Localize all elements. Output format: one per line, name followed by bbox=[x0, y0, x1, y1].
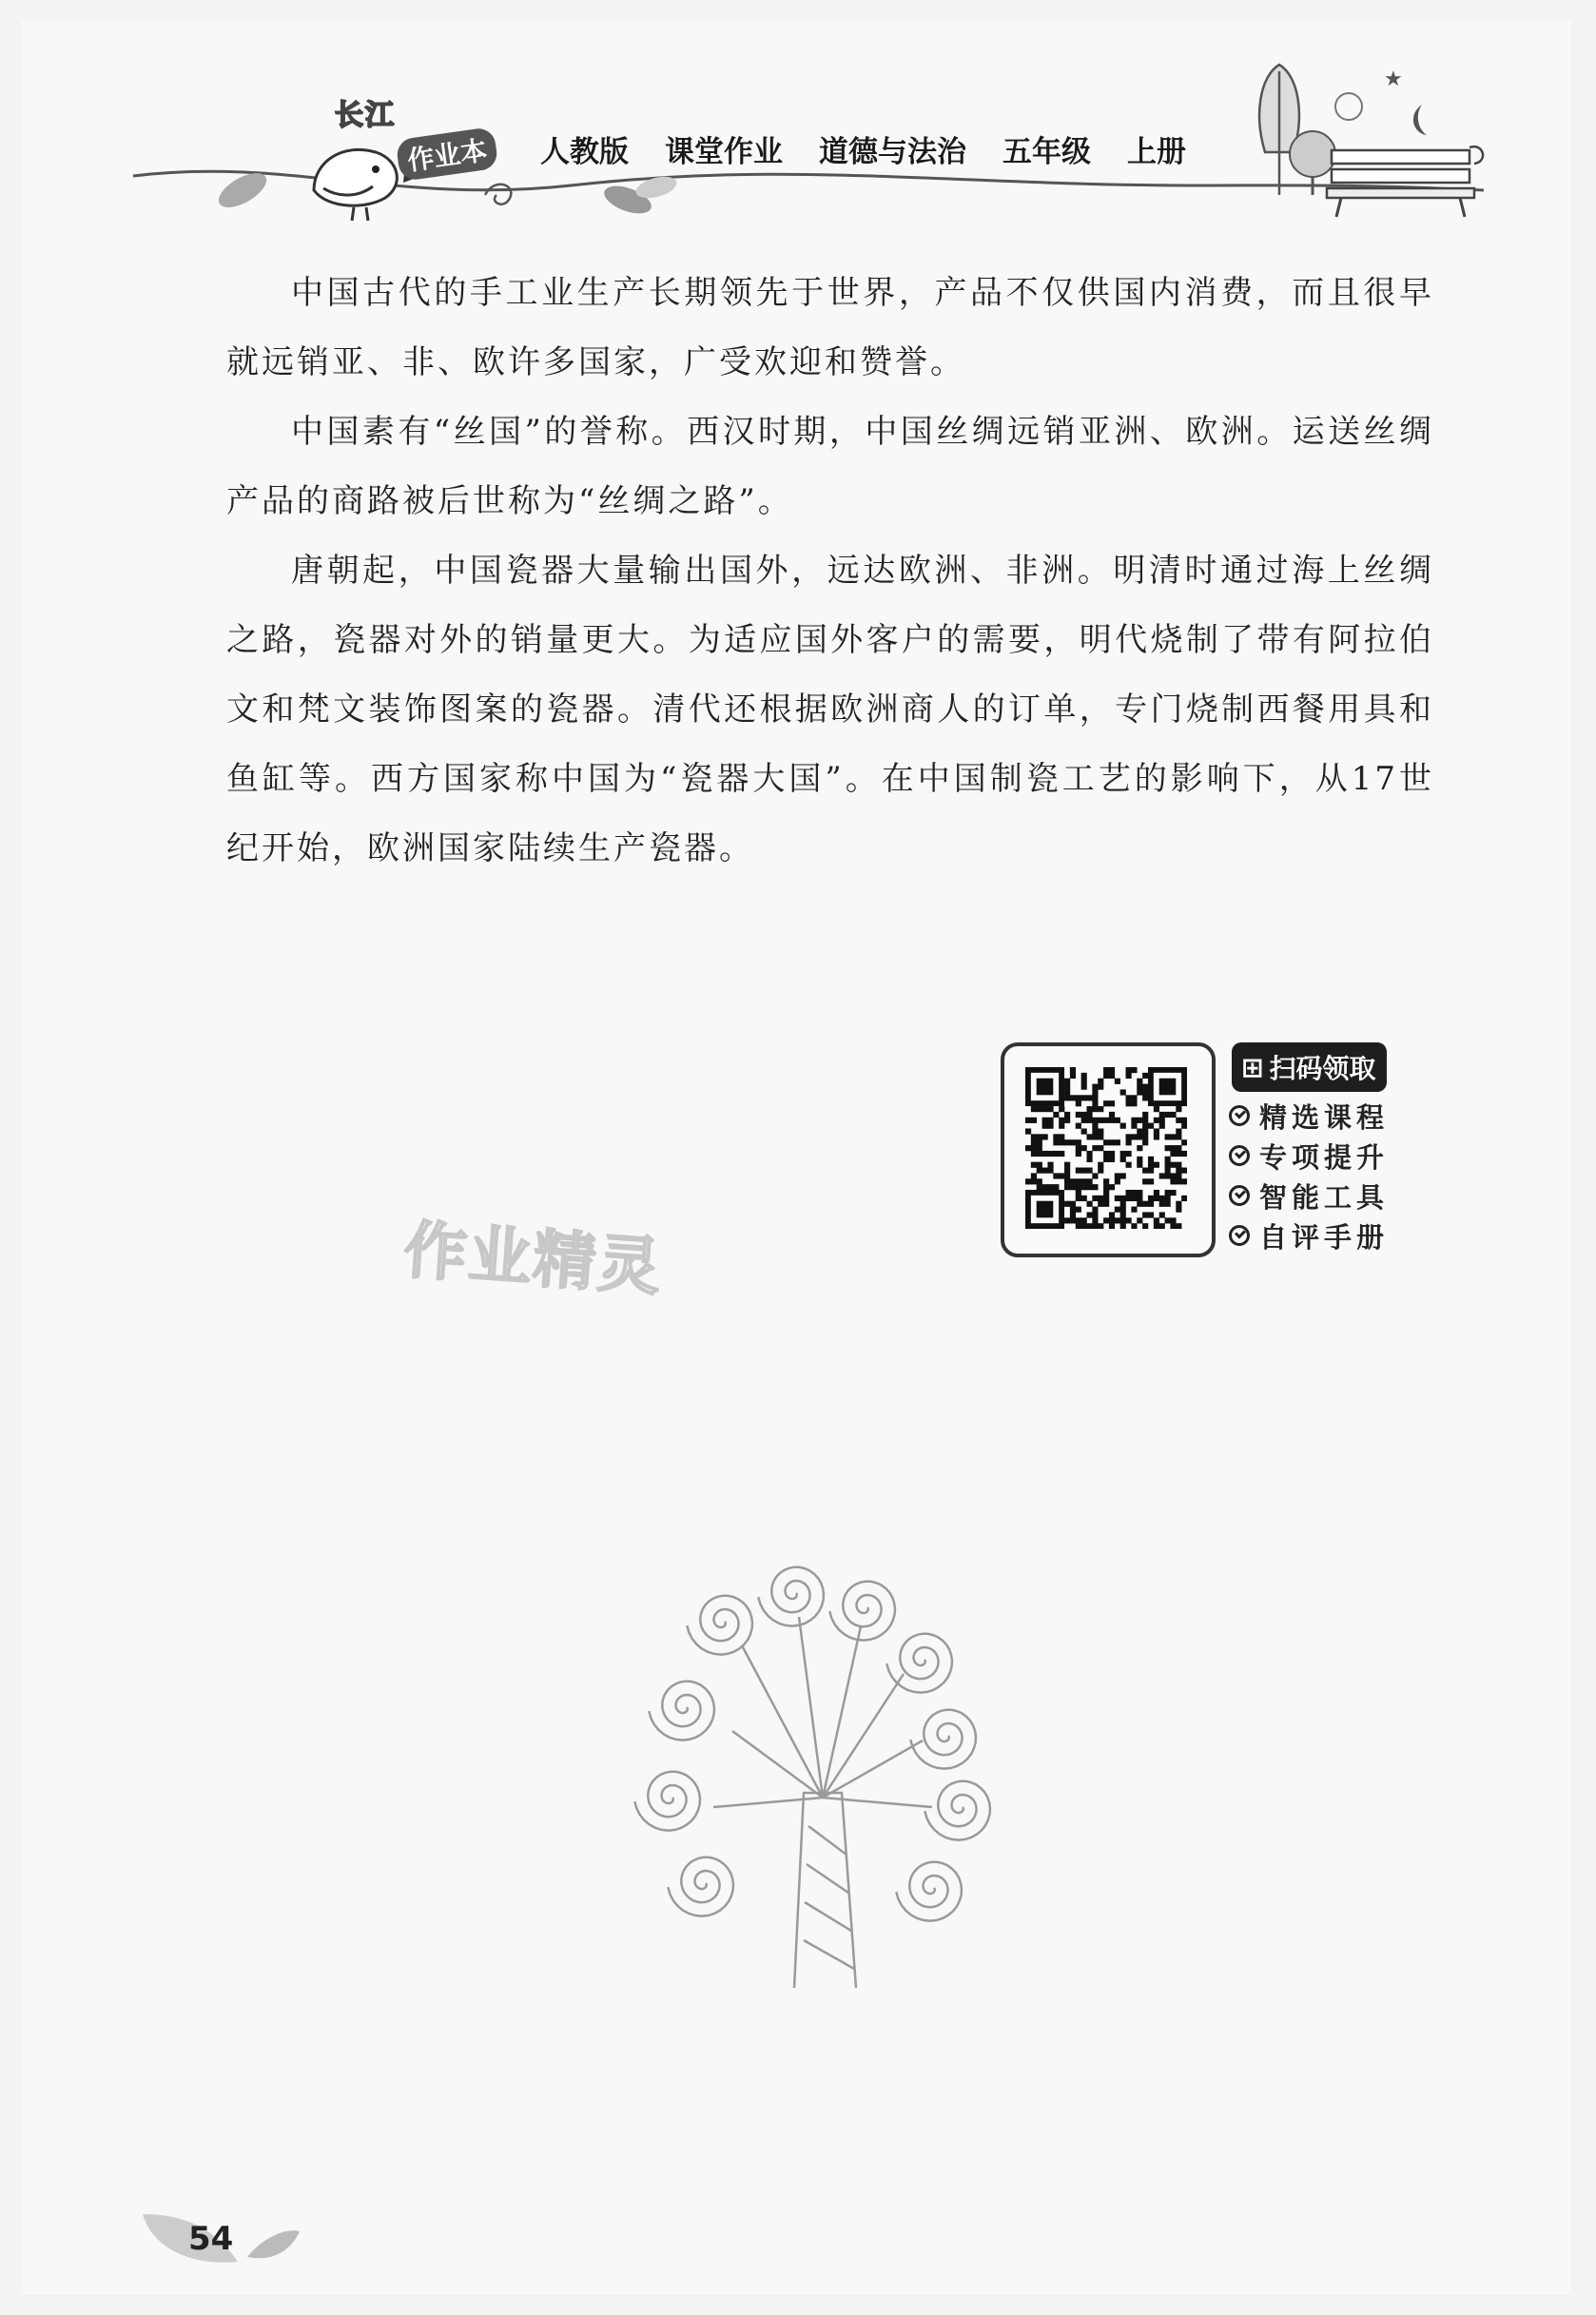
qr-code-image[interactable] bbox=[1025, 1067, 1187, 1229]
spiral-shape bbox=[687, 1596, 752, 1655]
list-item bbox=[1229, 1096, 1389, 1136]
spiral-shape bbox=[829, 1582, 895, 1641]
header-decoration bbox=[0, 0, 1596, 238]
spiral-tree-illustration bbox=[618, 1541, 1037, 1997]
page-header bbox=[0, 0, 1596, 238]
scan-badge-label: 扫码领取 bbox=[1269, 1053, 1376, 1084]
check-circle-icon bbox=[1229, 1225, 1250, 1246]
check-circle-icon bbox=[1229, 1185, 1250, 1206]
paragraph: 中国素有“丝国”的誉称。西汉时期，中国丝绸远销亚洲、欧洲。运送丝绸产品的商路被后世称为“丝绸之路”。 bbox=[226, 413, 1434, 520]
spiral-shape bbox=[896, 1862, 962, 1921]
spiral-shape bbox=[925, 1781, 990, 1840]
paragraph: 唐朝起，中国瓷器大量输出国外，远达欧洲、非洲。明清时通过海上丝绸之路，瓷器对外的销量更大。为适应国外客户的需要，明代烧制了带有阿拉伯文和梵文装饰图案的瓷器。清代还根据欧洲商人的订单，专门烧制西餐用具和鱼缸等。西方国家称中国为“瓷器大国”。在中国制瓷工艺的影响下，从17世纪开始，欧洲国家陆续生产瓷器。 bbox=[226, 552, 1434, 867]
list-item-label: 专项提升 bbox=[1259, 1140, 1390, 1174]
header-grade: 五年级 bbox=[1002, 135, 1091, 169]
header-edition: 人教版 bbox=[540, 135, 629, 169]
check-circle-icon bbox=[1229, 1145, 1250, 1166]
header-titles bbox=[540, 127, 1186, 170]
spiral-shape bbox=[910, 1710, 976, 1769]
check-circle-icon bbox=[1229, 1105, 1250, 1126]
brand-subtitle: 作业本 bbox=[395, 126, 498, 182]
bench-icon bbox=[1327, 146, 1483, 217]
brand-name: 长江 bbox=[335, 99, 396, 132]
header-series: 课堂作业 bbox=[665, 135, 783, 169]
list-item bbox=[1229, 1176, 1389, 1216]
scan-badge bbox=[1232, 1042, 1387, 1092]
page-number: 54 bbox=[188, 2220, 234, 2258]
qr-code[interactable] bbox=[1001, 1042, 1216, 1257]
body-text bbox=[226, 259, 1434, 884]
spiral-shape bbox=[649, 1682, 714, 1741]
spiral-shape bbox=[668, 1858, 733, 1916]
list-item-label: 自评手册 bbox=[1259, 1220, 1390, 1254]
spiral-shape bbox=[758, 1567, 824, 1626]
spiral-shape bbox=[886, 1634, 952, 1693]
list-item-label: 智能工具 bbox=[1259, 1180, 1390, 1214]
list-item bbox=[1229, 1216, 1389, 1255]
svg-text:★: ★ bbox=[1384, 68, 1403, 91]
list-item-label: 精选课程 bbox=[1259, 1100, 1390, 1134]
scan-icon: ⊞ bbox=[1241, 1051, 1264, 1083]
spiral-shape bbox=[634, 1772, 700, 1831]
header-volume: 上册 bbox=[1127, 135, 1186, 169]
header-subject: 道德与法治 bbox=[819, 135, 966, 169]
list-item bbox=[1229, 1136, 1389, 1176]
paragraph: 中国古代的手工业生产长期领先于世界，产品不仅供国内消费，而且很早就远销亚、非、欧许多国家，广受欢迎和赞誉。 bbox=[226, 274, 1434, 381]
watermark: 作业精灵 bbox=[401, 1213, 665, 1305]
qr-benefit-list bbox=[1229, 1096, 1389, 1255]
